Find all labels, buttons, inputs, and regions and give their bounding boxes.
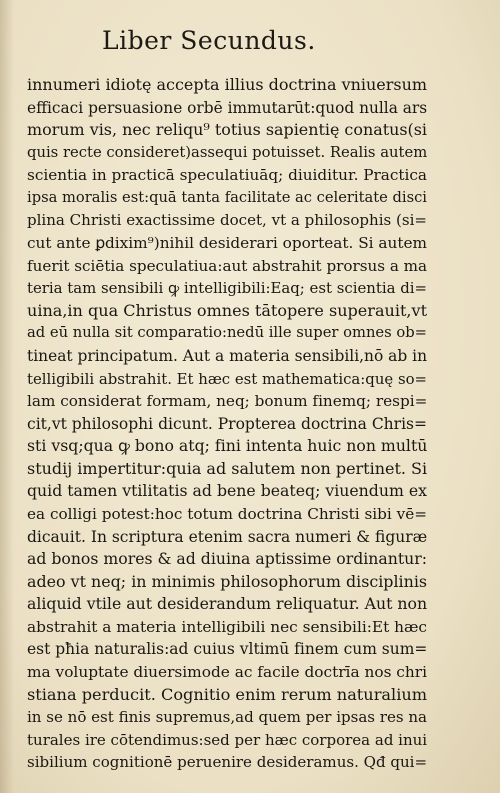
text-line: scientia in practicā speculatiuāq; diuiditur. Practica [27, 166, 428, 185]
text-line: ad eū nulla sit comparatio:nedū ille super omnes ob= [27, 324, 427, 342]
text-line: morum vis, nec reliqu⁹ totius sapientię conatus(si [27, 120, 427, 140]
text-line: cut ante ꝑdixim⁹)nihil desiderari oporteat. Si autem [27, 234, 427, 253]
text-line: abstrahit a materia intelligibili nec sensibili:Et hæc [27, 617, 427, 636]
text-line: studij impertitur:quia ad salutem non pertinet. Si [27, 458, 428, 478]
text-line: adeo vt neq; in minimis philosophorum disciplinis [27, 571, 428, 591]
text-line: fuerit sciētia speculatiua:aut abstrahit prorsus a ma [27, 256, 428, 275]
text-line: innumeri idiotę accepta illius doctrina vniuersum [27, 75, 428, 94]
text-line: telligibili abstrahit. Et hæc est mathematica:quę so= [27, 369, 428, 388]
text-line: plina Christi exactissime docet, vt a philosophis (si= [27, 211, 427, 230]
text-line: sibilium cognitionē peruenire desideramus. Qđ qui= [27, 753, 428, 772]
text-line: quid tamen vtilitatis ad bene beateq; viuendum ex [27, 481, 427, 501]
text-line: uina,in qua Christus omnes tātopere superauit,vt [27, 300, 428, 320]
text-line: lam considerat formam, neq; bonum finemq; respi= [27, 392, 428, 411]
text-line: dicauit. In scriptura etenim sacra numeri & figuræ [27, 527, 428, 546]
text-line: teria tam sensibili ꝙ intelligibili:Eaq; est scientia di= [27, 279, 427, 298]
running-title: Liber Secundus. [102, 26, 316, 55]
text-line: ipsa moralis est:quā tanta facilitate ac celeritate disci [27, 188, 428, 206]
text-line: ea colligi potest:hoc totum doctrina Christi sibi vē= [27, 504, 428, 523]
text-line: ad bonos mores & ad diuina aptissime ordinantur: [27, 549, 427, 569]
text-line: in se nō est finis supremus,ad quem per ipsas res na [27, 708, 428, 727]
text-line: efficaci persuasione orbē immutarūt:quod nulla ars [27, 98, 428, 117]
text-line: turales ire cōtendimus:sed per hæc corporea ad inui [27, 730, 428, 749]
text-line: stiana perducit. Cognitio enim rerum naturalium [27, 684, 428, 704]
text-line: cit,vt philosophi dicunt. Propterea doctrina Chris= [27, 414, 428, 433]
text-line: ma voluptate diuersimode ac facile doctrīa nos chri [27, 663, 427, 682]
text-line: sti vsq;qua ꝙ bono atq; fini intenta huic non multū [27, 436, 428, 456]
text-line: tineat principatum. Aut a materia sensibili,nō ab in [27, 346, 428, 365]
text-line: est pħia naturalis:ad cuius vltimū finem cum sum= [27, 640, 428, 659]
text-line: aliquid vtile aut desiderandum reliquatur. Aut non [27, 594, 428, 614]
text-line: quis recte consideret)assequi potuisset. Realis autem [27, 143, 428, 161]
body-text [27, 74, 427, 774]
